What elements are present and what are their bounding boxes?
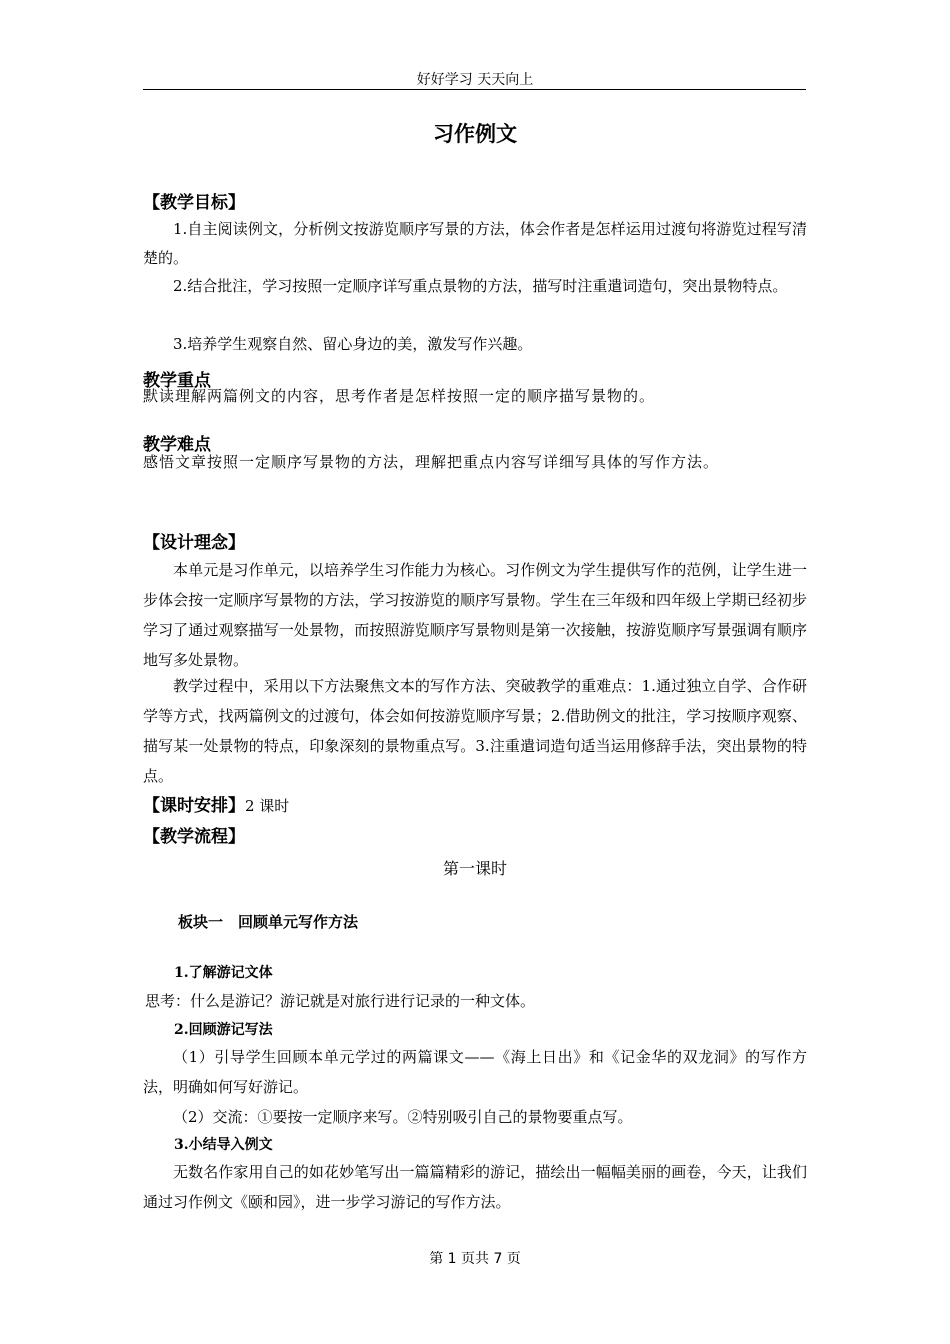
page-header: 好好学习 天天向上 bbox=[416, 72, 534, 88]
difficulty-text: 感悟文章按照一定顺序写景物的方法，理解把重点内容写详细写具体的写作方法。 bbox=[143, 453, 720, 471]
page-footer: 第 1 页共 7 页 bbox=[429, 1251, 521, 1267]
block1-s3-text: 无数名作家用自己的如花妙笔写出一篇篇精彩的游记，描绘出一幅幅美丽的画卷，今天，让我们通过习作例文《颐和园》，进一步学习游记的写作方法。 bbox=[143, 1163, 807, 1211]
design-paragraph-1: 本单元是习作单元，以培养学生习作能力为核心。习作例文为学生提供写作的范例，让学生进一步体会按一定顺序写景物的方法，学习按游览的顺序写景物。学生在三年级和四年级上学期已经初步学习了通过观察描写一处景物，而按照游览顺序写景物则是第一次接触，按游览顺序写景强调有顺序地写多处景物。 bbox=[143, 561, 807, 669]
goal-item-3: 3.培养学生观察自然、留心身边的美，激发写作兴趣。 bbox=[173, 335, 533, 353]
block1-s2-paragraph-2: （2）交流：①要按一定顺序来写。②特别吸引自己的景物要重点写。 bbox=[173, 1108, 633, 1126]
design-paragraph-2: 教学过程中，采用以下方法聚焦文本的写作方法、突破教学的重难点：1.通过独立自学、合作研学等方式，找两篇例文的过渡句，体会如何按游览顺序写景；2.借助例文的批注，学习按顺序观察、描写某一处景物的特点，印象深刻的景物重点写。3.注重遣词造句适当运用修辞手法，突出景物的特点。 bbox=[143, 677, 807, 785]
schedule-value: 2 课时 bbox=[245, 797, 290, 815]
block1-s2-paragraph-1: （1）引导学生回顾本单元学过的两篇课文——《海上日出》和《记金华的双龙洞》的写作方法，明确如何写好游记。 bbox=[143, 1048, 807, 1096]
design-heading: 【设计理念】 bbox=[143, 533, 245, 553]
block1-s3-heading: 3.小结导入例文 bbox=[174, 1137, 273, 1153]
block1-s1-text: 思考：什么是游记？游记就是对旅行进行记录的一种文体。 bbox=[145, 992, 536, 1010]
key-point-heading: 教学重点 bbox=[143, 371, 211, 391]
block1-s2-heading: 2.回顾游记写法 bbox=[174, 1022, 273, 1038]
schedule-line bbox=[143, 791, 289, 816]
page-title: 习作例文 bbox=[433, 122, 517, 146]
lesson-title: 第一课时 bbox=[442, 859, 507, 878]
block1-heading: 板块一 回顾单元写作方法 bbox=[178, 913, 359, 931]
difficulty-heading: 教学难点 bbox=[143, 435, 211, 455]
goal-item-2: 2.结合批注，学习按照一定顺序详写重点景物的方法，描写时注重遣词造句，突出景物特点。 bbox=[173, 277, 788, 295]
goal-item-1: 1.自主阅读例文，分析例文按游览顺序写景的方法，体会作者是怎样运用过渡句将游览过程写清楚的。 bbox=[143, 220, 807, 267]
block1-s1-heading: 1.了解游记文体 bbox=[174, 965, 273, 981]
process-heading: 【教学流程】 bbox=[143, 827, 245, 847]
schedule-heading: 【课时安排】 bbox=[143, 796, 245, 816]
goals-heading: 【教学目标】 bbox=[143, 193, 245, 213]
header-divider bbox=[143, 89, 806, 90]
key-point-text: 默读理解两篇例文的内容，思考作者是怎样按照一定的顺序描写景物的。 bbox=[143, 387, 656, 405]
